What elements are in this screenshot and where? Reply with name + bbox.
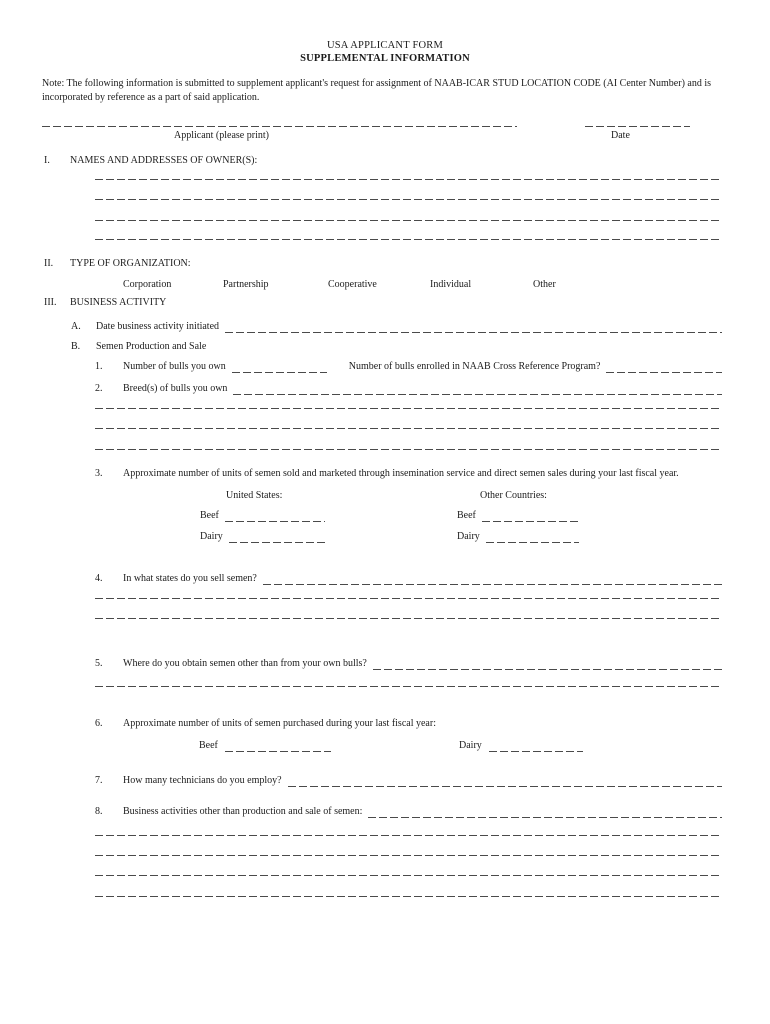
- q8-row: [95, 805, 722, 818]
- owner-line-3[interactable]: [95, 208, 722, 221]
- section-ii-numeral: II.: [44, 258, 54, 269]
- q1-text-owned: Number of bulls you own: [123, 361, 226, 372]
- breeds-line-4[interactable]: [95, 437, 722, 450]
- other-activities-field[interactable]: [368, 805, 722, 818]
- q6-dairy-label: Dairy: [459, 740, 482, 751]
- states-sell-line-2[interactable]: [95, 586, 722, 599]
- item-a-label: A.: [71, 321, 81, 332]
- q3-us-beef-label: Beef: [200, 510, 219, 521]
- q1-text-enrolled: Number of bulls enrolled in NAAB Cross Reference Program?: [348, 361, 601, 372]
- owner-line-1[interactable]: [95, 167, 722, 180]
- technicians-field[interactable]: [288, 774, 722, 787]
- section-i-title: NAMES AND ADDRESSES OF OWNER(S):: [70, 155, 258, 166]
- section-ii-title: TYPE OF ORGANIZATION:: [70, 258, 191, 269]
- states-sell-line-3[interactable]: [95, 606, 722, 619]
- q6-beef-row: [199, 739, 339, 752]
- note-line-2: incorporated by reference as a part of said application.: [42, 92, 260, 103]
- section-i-numeral: I.: [44, 155, 50, 166]
- q3-other-dairy-row: [457, 530, 582, 543]
- date-label: Date: [611, 130, 630, 141]
- q3-us-beef-row: [200, 509, 335, 522]
- item-b-label: B.: [71, 341, 81, 352]
- q3-us-dairy-row: [200, 530, 335, 543]
- org-option-corporation[interactable]: Corporation: [123, 279, 172, 290]
- q8-number: 8.: [95, 806, 103, 817]
- q3-other-beef-label: Beef: [457, 510, 476, 521]
- item-b-text: Semen Production and Sale: [96, 341, 207, 352]
- q6-dairy-row: [459, 739, 589, 752]
- breeds-line-2[interactable]: [95, 396, 722, 409]
- semen-source-field[interactable]: [373, 657, 722, 670]
- q5-number: 5.: [95, 658, 103, 669]
- q3-other-beef-row: [457, 509, 582, 522]
- q7-number: 7.: [95, 775, 103, 786]
- other-activities-line-5[interactable]: [95, 884, 722, 897]
- owner-line-2[interactable]: [95, 187, 722, 200]
- q1-number: 1.: [95, 361, 103, 372]
- other-activities-line-2[interactable]: [95, 823, 722, 836]
- q3-number: 3.: [95, 468, 103, 479]
- breeds-line-3[interactable]: [95, 416, 722, 429]
- org-option-partnership[interactable]: Partnership: [223, 279, 269, 290]
- q4-text: In what states do you sell semen?: [123, 573, 257, 584]
- q2-number: 2.: [95, 383, 103, 394]
- item-a-text: Date business activity initiated: [96, 321, 220, 332]
- date-initiated-field[interactable]: [225, 320, 722, 333]
- item-a-row: [71, 320, 722, 333]
- semen-source-line-2[interactable]: [95, 674, 722, 687]
- q2-text: Breed(s) of bulls you own: [123, 383, 228, 394]
- q5-text: Where do you obtain semen other than from your own bulls?: [123, 658, 367, 669]
- date-field[interactable]: [585, 114, 690, 127]
- q3-text: Approximate number of units of semen sold and marketed through insemination service and direct semen sales during your last fiscal year.: [123, 468, 679, 479]
- q7-text: How many technicians do you employ?: [123, 775, 282, 786]
- section-i-heading: [44, 154, 722, 167]
- bulls-enrolled-field[interactable]: [606, 360, 722, 373]
- q6-number: 6.: [95, 718, 103, 729]
- q6-row: [95, 717, 722, 730]
- q6-text: Approximate number of units of semen purchased during your last fiscal year:: [123, 718, 436, 729]
- org-option-other[interactable]: Other: [533, 279, 556, 290]
- q3-col-other-countries: Other Countries:: [480, 490, 547, 501]
- applicant-label: Applicant (please print): [174, 130, 269, 141]
- q3-col-united-states: United States:: [226, 490, 283, 501]
- breeds-field[interactable]: [233, 382, 722, 395]
- q8-text: Business activities other than production and sale of semen:: [123, 806, 363, 817]
- applicant-name-field[interactable]: [42, 114, 517, 127]
- section-iii-numeral: III.: [44, 297, 57, 308]
- q5-row: [95, 657, 722, 670]
- form-title: USA APPLICANT FORM: [326, 40, 444, 51]
- form-subtitle: SUPPLEMENTAL INFORMATION: [300, 53, 470, 64]
- org-option-individual[interactable]: Individual: [430, 279, 472, 290]
- q1-row: [95, 360, 722, 373]
- owner-line-4[interactable]: [95, 227, 722, 240]
- q2-row: [95, 382, 722, 395]
- section-iii-heading: [44, 296, 722, 309]
- bulls-owned-field[interactable]: [232, 360, 327, 373]
- us-dairy-field[interactable]: [229, 530, 327, 543]
- q3-row: [95, 467, 722, 480]
- purchased-beef-field[interactable]: [225, 739, 331, 752]
- q4-number: 4.: [95, 573, 103, 584]
- item-b-row: [71, 340, 722, 353]
- purchased-dairy-field[interactable]: [489, 739, 583, 752]
- other-activities-line-3[interactable]: [95, 843, 722, 856]
- q7-row: [95, 774, 722, 787]
- q6-beef-label: Beef: [199, 740, 218, 751]
- section-iii-title: BUSINESS ACTIVITY: [70, 297, 167, 308]
- q4-row: [95, 572, 722, 585]
- us-beef-field[interactable]: [225, 509, 325, 522]
- states-sell-field[interactable]: [263, 572, 722, 585]
- other-beef-field[interactable]: [482, 509, 580, 522]
- note-line-1: Note: The following information is submitted to supplement applicant's request for assignment of NAAB-ICAR STUD LOCATION CODE (AI Center Number) and is: [42, 78, 712, 89]
- other-activities-line-4[interactable]: [95, 863, 722, 876]
- section-ii-heading: [44, 257, 722, 270]
- q3-us-dairy-label: Dairy: [200, 531, 223, 542]
- other-dairy-field[interactable]: [486, 530, 579, 543]
- org-option-cooperative[interactable]: Cooperative: [328, 279, 377, 290]
- q3-other-dairy-label: Dairy: [457, 531, 480, 542]
